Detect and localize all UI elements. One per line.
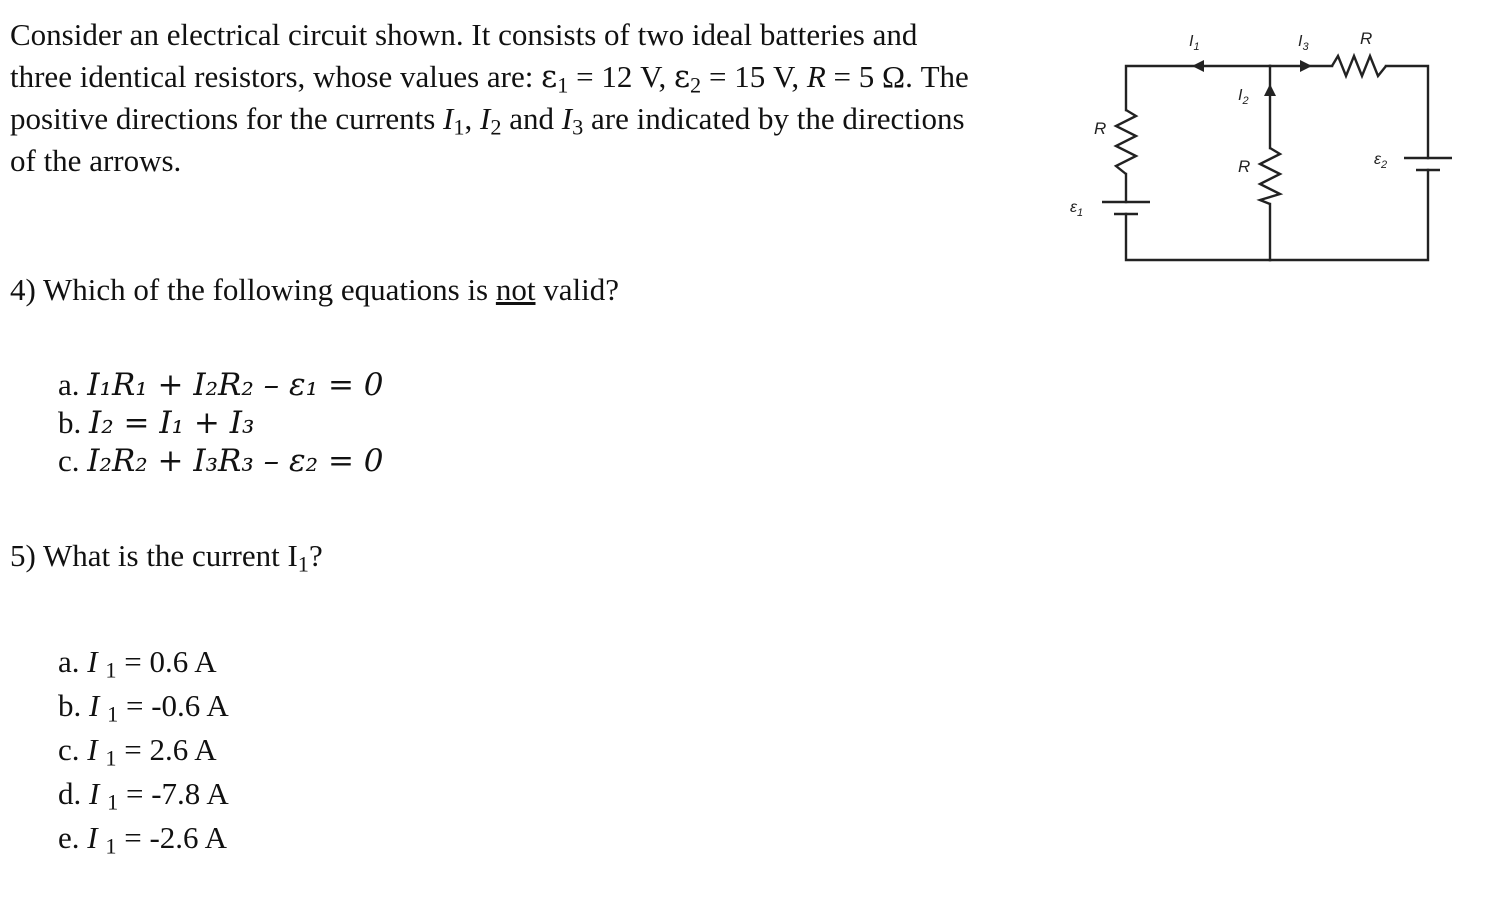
q4-option-b[interactable]: b. I₂ = I₁ + I₃ (58, 405, 255, 441)
q5-option-d[interactable]: d. I $_1$ = -7.8 A (58, 776, 229, 815)
question-4: 4) Which of the following equations is not valid? (10, 272, 619, 307)
label-r-mid: R (1238, 157, 1251, 176)
label-i2: $I_2$ (1238, 87, 1249, 107)
question-4-options (58, 366, 384, 480)
resistor-middle (1260, 148, 1280, 204)
label-e1: $\varepsilon_1$ (1070, 199, 1084, 219)
question-5: 5) What is the current $I_1$? (10, 538, 323, 577)
circuit-diagram (1050, 20, 1480, 280)
intro-line-4: of the arrows. (10, 143, 182, 178)
q5-option-a[interactable]: a. I $_1$ = 0.6 A (58, 644, 217, 683)
label-i3: $I_3$ (1298, 33, 1309, 53)
intro-line-1: Consider an electrical circuit shown. It consists of two ideal batteries and (10, 17, 918, 52)
q4-option-c[interactable]: c. I₂R₂ + I₃R₃ – ε₂ = 0 (58, 443, 384, 479)
battery-e1 (1102, 202, 1150, 214)
problem-statement (10, 14, 1030, 182)
q5-option-e[interactable]: e. I $_1$ = -2.6 A (58, 820, 227, 859)
intro-line-2: three identical resistors, whose values are: $\varepsilon_1 = 12$ V, $\varepsilon_2 = 15$ V, R = 5 Ω. The (10, 59, 969, 98)
q5-option-c[interactable]: c. I $_1$ = 2.6 A (58, 732, 217, 771)
arrow-i2 (1264, 84, 1276, 96)
wire-top-right-b (1386, 66, 1428, 158)
arrow-i3 (1300, 60, 1312, 72)
intro-line-3: positive directions for the currents $I_1$, $I_2$ and $I_3$ are indicated by the directions (10, 101, 965, 140)
question-5-options (58, 640, 229, 860)
label-i1: $I_1$ (1189, 33, 1200, 53)
wire-bottom-left (1126, 214, 1270, 260)
label-r-left: R (1094, 119, 1107, 138)
battery-e2 (1404, 158, 1452, 170)
wire-bottom-right (1270, 170, 1428, 260)
label-e2: $\varepsilon_2$ (1374, 151, 1388, 171)
label-r-top: R (1360, 29, 1373, 48)
q5-option-b[interactable]: b. I $_1$ = -0.6 A (58, 688, 229, 727)
q4-option-a[interactable]: a. I₁R₁ + I₂R₂ – ε₁ = 0 (58, 367, 384, 403)
resistor-left (1116, 110, 1136, 174)
arrow-i1 (1192, 60, 1204, 72)
resistor-top (1332, 56, 1386, 76)
